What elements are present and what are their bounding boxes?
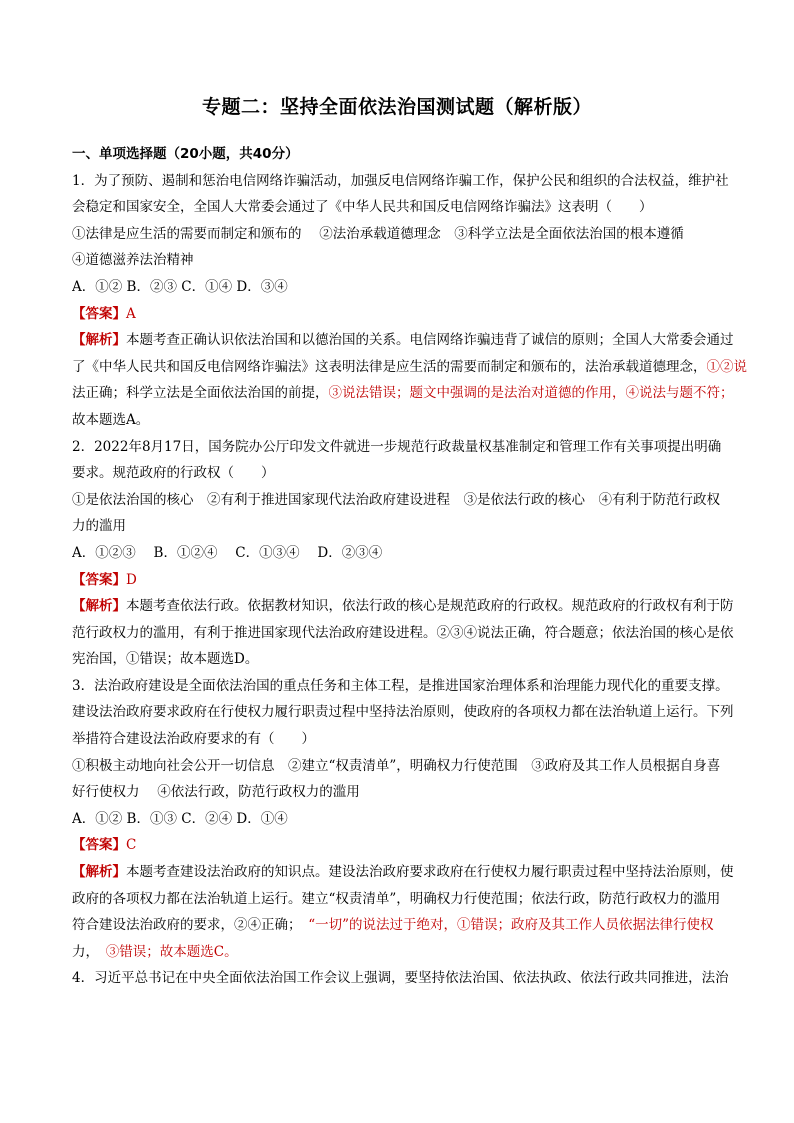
question-2-answer (72, 567, 760, 594)
question-1-stem-line-2: 会稳定和国家安全，全国人大常委会通过了《中华人民共和国反电信网络诈骗法》这表明（ ） (72, 199, 653, 216)
question-3-answer (72, 832, 760, 859)
analysis-text: 力， (72, 943, 106, 960)
answer-value: A (126, 305, 136, 322)
section-heading: 一、单项选择题（20小题，共40分） (72, 146, 299, 162)
question-2-options-line-1: ①是依法治国的核心 ②有利于推进国家现代法治政府建设进程 ③是依法行政的核心 ④有利于防范行政权 (72, 491, 720, 508)
question-1-options-line-2: ④道德滋养法治精神 (72, 252, 194, 269)
question-2-analysis-line-3: 宪治国，①错误；故本题选D。 (72, 651, 259, 668)
question-3-analysis-line-3 (72, 912, 760, 939)
analysis-tag: 【解析】 (72, 332, 126, 349)
question-1-analysis-line-3 (72, 380, 760, 407)
answer-value: D (126, 571, 137, 588)
question-3-analysis-line-1 (72, 859, 760, 886)
analysis-text: 法正确；科学立法是全面依法治国的前提， (72, 385, 329, 402)
analysis-text: 本题考查依法行政。依据教材知识，依法行政的核心是规范政府的行政权。规范政府的行政权有利于防 (126, 598, 734, 615)
question-1-analysis-line-4: 故本题选A。 (72, 411, 150, 428)
question-3-stem-line-1: 3．法治政府建设是全面依法治国的重点任务和主体工程，是推进国家治理体系和治理能力现代化的重要支撑。 (72, 677, 729, 694)
question-3-options-line-1: ①积极主动地向社会公开一切信息 ②建立“权责清单”，明确权力行使范围 ③政府及其工作人员根据自身喜 (72, 757, 721, 774)
analysis-text-highlight: ③错误；故本题选C。 (105, 943, 238, 960)
analysis-text: 了《中华人民共和国反电信网络诈骗法》这表明法律是应生活的需要而制定和颁布的，法治承载道德理念， (72, 358, 707, 375)
analysis-text: 本题考查建设法治政府的知识点。建设法治政府要求政府在行使权力履行职责过程中坚持法治原则，使 (126, 864, 734, 881)
analysis-text: 符合建设法治政府的要求，②④正确； (72, 917, 309, 934)
question-2-options-line-2: 力的滥用 (72, 518, 126, 535)
analysis-text: 本题考查正确认识依法治国和以德治国的关系。电信网络诈骗违背了诚信的原则；全国人大常委会通过 (126, 332, 734, 349)
question-1-stem-line-1: 1．为了预防、遏制和惩治电信网络诈骗活动，加强反电信网络诈骗工作，保护公民和组织的合法权益，维护社 (72, 172, 729, 189)
question-1-analysis-line-1 (72, 327, 760, 354)
analysis-text-highlight: ①②说 (706, 358, 747, 375)
analysis-text-highlight: “一切”的说法过于绝对，①错误；政府及其工作人员依据法律行使权 (308, 917, 714, 934)
answer-tag: 【答案】 (72, 571, 126, 588)
document-body (72, 141, 760, 992)
question-3-options-line-2: 好行使权力 ④依法行政，防范行政权力的滥用 (72, 784, 360, 801)
question-2-choices: A．①②③ B．①②④ C．①③④ D．②③④ (72, 544, 383, 561)
question-3-stem-line-3: 举措符合建设法治政府要求的有（ ） (72, 731, 315, 748)
question-4-stem-line-1: 4．习近平总书记在中央全面依法治国工作会议上强调，要坚持依法治国、依法执政、依法行政共同推进，法治 (72, 970, 729, 987)
question-2-analysis-line-1 (72, 593, 760, 620)
question-3-choices: A．①② B．①③ C．②④ D．①④ (72, 810, 288, 827)
question-3-analysis-line-2: 政府的各项权力都在法治轨道上运行。建立“权责清单”，明确权力行使范围；依法行政，防范行政权力的滥用 (72, 890, 721, 907)
answer-tag: 【答案】 (72, 837, 126, 854)
question-2-stem-line-1: 2．2022年8月17日，国务院办公厅印发文件就进一步规范行政裁量权基准制定和管理工作有关事项提出明确 (72, 438, 722, 455)
question-3-analysis-line-4 (72, 939, 760, 966)
answer-tag: 【答案】 (72, 305, 126, 322)
question-2-stem-line-2: 要求。规范政府的行政权（ ） (72, 465, 275, 482)
analysis-text-highlight: ③说法错误；题文中强调的是法治对道德的作用， (328, 385, 626, 402)
analysis-text-highlight: ④说法与题不符； (625, 385, 734, 402)
answer-value: C (126, 837, 137, 854)
question-1-answer (72, 301, 760, 328)
analysis-tag: 【解析】 (72, 864, 126, 881)
question-3-stem-line-2: 建设法治政府要求政府在行使权力履行职责过程中坚持法治原则，使政府的各项权力都在法治轨道上运行。下列 (72, 704, 734, 721)
page-title: 专题二：坚持全面依法治国测试题（解析版） (201, 96, 592, 118)
analysis-tag: 【解析】 (72, 598, 126, 615)
question-2-analysis-line-2: 范行政权力的滥用，有利于推进国家现代法治政府建设进程。②③④说法正确，符合题意；依法治国的核心是依 (72, 624, 734, 641)
question-1-options-line-1: ①法律是应生活的需要而制定和颁布的 ②法治承载道德理念 ③科学立法是全面依法治国的根本遵循 (72, 225, 684, 242)
question-1-choices: A．①② B．②③ C．①④ D．③④ (72, 278, 288, 295)
question-1-analysis-line-2 (72, 354, 760, 381)
